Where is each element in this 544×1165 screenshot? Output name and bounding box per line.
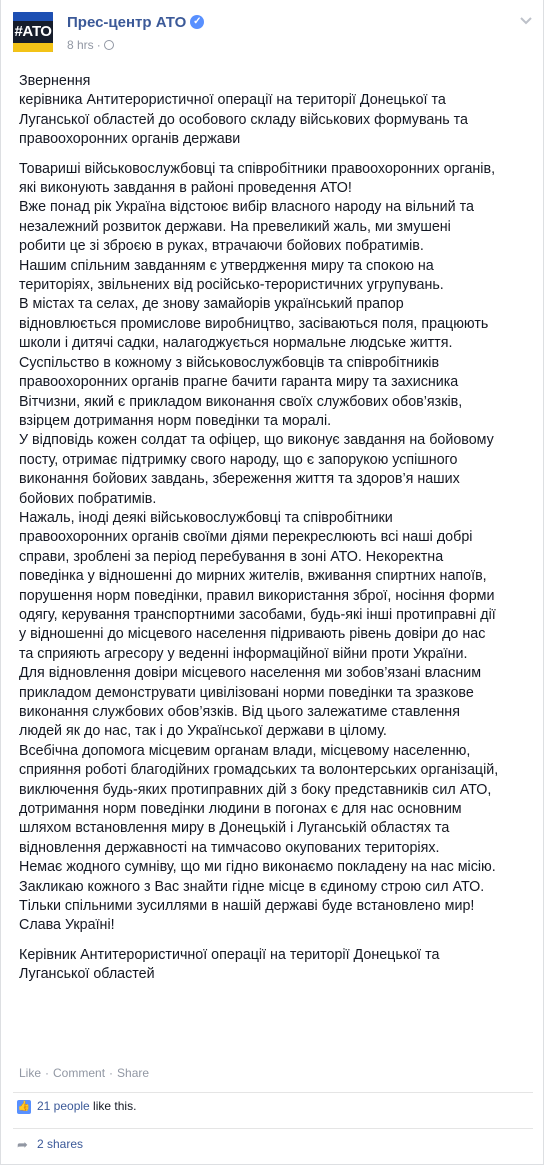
chevron-down-icon[interactable]	[519, 14, 533, 28]
post-text-line: Товариші військовослужбовці та співробітники правоохоронних органів,	[19, 160, 496, 177]
post-text-line: посту, отримає підтримку свого народу, що є запорукою успішного	[19, 451, 458, 468]
post-text-line: Вітчизни, який є прикладом виконання своїх службових обов’язків,	[19, 393, 463, 410]
post-text-line: Закликаю кожного з Вас знайти гідне місце в єдиному строю сил АТО.	[19, 878, 485, 895]
action-separator: ·	[109, 1066, 114, 1080]
post-text-line: Тільки спільними зусиллями в нашій державі буде встановлено мир!	[19, 898, 475, 915]
likes-summary	[17, 1099, 136, 1114]
post-text-line: Керівник Антитерористичної операції на території Донецької та	[19, 946, 440, 963]
post-text-line: у відношенні до місцевого населення підривають рівень довіри до нас	[19, 626, 486, 643]
share-button[interactable]: Share	[117, 1066, 150, 1080]
post-text-line: Нажаль, іноді деякі військовослужбовці та співробітники	[19, 509, 393, 526]
post-text-line: Вже понад рік Україна відстоює вибір власного народу на вільний та	[19, 199, 474, 216]
globe-privacy-icon[interactable]	[104, 40, 114, 50]
post-text-line: незалежний розвиток держави. На превеликий жаль, ми змушені	[19, 218, 451, 235]
verified-badge-icon: ✓	[190, 15, 204, 29]
post-meta	[67, 38, 114, 52]
post-timestamp[interactable]: 8 hrs	[67, 38, 94, 52]
post-text-line: поведінка у відношенні до мирних жителів, вживання спиртних напоїв,	[19, 568, 487, 585]
divider	[13, 1092, 533, 1093]
share-arrow-icon: ➦	[17, 1137, 28, 1152]
post-text-line: людей як до нас, так і до Української держави в цілому.	[19, 723, 387, 740]
post-text-line: Луганської областей	[19, 966, 155, 983]
post-text-line: взірцем дотримання норм поведінки та моралі.	[19, 412, 332, 429]
post-text-line: які виконують завдання в районі проведення АТО!	[19, 180, 352, 197]
post-text-line: Звернення	[19, 73, 91, 89]
post-text-line: Немає жодного сумніву, що ми гідно виконаємо покладену на нас місію.	[19, 859, 496, 876]
post-text-line: Слава Україні!	[19, 917, 115, 934]
post-text-line: Нашим спільним завданням є утвердження миру та спокою на	[19, 257, 434, 274]
post-body	[19, 72, 531, 995]
post-text-line: виконання службових обов’язків. Від цього залежатиме ставлення	[19, 704, 460, 720]
shares-summary[interactable]	[17, 1137, 83, 1153]
comment-button[interactable]: Comment	[53, 1066, 106, 1080]
post-text-line: Для відновлення довіри місцевого населення ми зобов’язані власним	[19, 665, 482, 682]
page-name-link[interactable]	[67, 14, 204, 31]
post-text-line: дотримання норм поведінки людини в погонах є для нас основним	[19, 801, 462, 818]
post-text-line: правоохоронних органів своїми діями перекреслюють всі наші добрі	[19, 529, 473, 546]
post-text-line: територіях, звільнених від російсько-терористичних угрупувань.	[19, 277, 444, 294]
post-text-line: виконання бойових завдань, збереження життя та здоров’я наших	[19, 471, 460, 488]
post-paragraph	[19, 946, 531, 985]
post-text-line: відновлення державності на тимчасово окупованих територіях.	[19, 839, 440, 856]
post-text-line: шляхом встановлення миру в Донецькій і Луганській областях та	[19, 820, 450, 837]
post-text-line: правоохоронних органів держави	[19, 131, 241, 148]
post-header	[1, 0, 543, 62]
thumbs-up-icon: 👍	[17, 1100, 31, 1112]
avatar-text: #АТО	[14, 23, 52, 40]
likes-suffix: like this.	[89, 1099, 137, 1113]
post-text-line: Луганської областей до особового складу військових формувань та	[19, 111, 468, 128]
post-text-line: Суспільство в кожному з військовослужбовців та співробітників	[19, 354, 440, 371]
post-text-line: робити це зі зброєю в руках, втрачаючи бойових побратимів.	[19, 238, 424, 255]
post-paragraph	[19, 160, 531, 936]
post-text-line: керівника Антитерористичної операції на території Донецької та	[19, 92, 446, 109]
avatar-blue-stripe	[13, 12, 53, 21]
post-text-line: бойових побратимів.	[19, 490, 157, 507]
like-button[interactable]: Like	[19, 1066, 42, 1080]
post-paragraph	[19, 72, 531, 150]
avatar-yellow-stripe	[13, 43, 53, 52]
post-text-line: В містах та селах, де знову замайорів український прапор	[19, 296, 404, 313]
page-avatar[interactable]	[13, 12, 53, 52]
divider	[13, 1128, 533, 1129]
post-text-line: школи і дитячі садки, налагоджується нормальне людське життя.	[19, 335, 453, 352]
post-text-line: Всебічна допомога місцевим органам влади, місцевому населенню,	[19, 742, 471, 759]
post-text-line: У відповідь кожен солдат та офіцер, що виконує завдання на бойовому	[19, 432, 494, 449]
post-text-line: правоохоронних органів прагне бачити гаранта миру та захисника	[19, 374, 459, 391]
post-text-line: прикладом демонструвати цивілізовані норми поведінки та зразкове	[19, 684, 474, 701]
post-text-line: справи, зроблені за період перебування в зоні АТО. Некоректна	[19, 548, 444, 565]
post-text-line: сприяння роботі благодійних громадських та волонтерських організацій,	[19, 762, 499, 779]
shares-count[interactable]: 2 shares	[37, 1137, 84, 1152]
post-text-line: виключення будь-яких протиправних дій з боку представників сил АТО,	[19, 781, 492, 798]
post-text-line: відновлюється промислове виробництво, засіваються поля, працюють	[19, 315, 489, 332]
action-separator: ·	[45, 1066, 50, 1080]
post-text-line: порушення норм поведінки, правил використання зброї, носіння форми	[19, 587, 495, 604]
page-name[interactable]: Прес-центр АТО	[67, 14, 187, 31]
post-text-line: та сприяють агресору у веденні інформаційної війни проти України.	[19, 645, 468, 662]
likes-count-link[interactable]: 21 people	[37, 1099, 90, 1113]
post-actions	[19, 1066, 149, 1080]
meta-separator: ·	[96, 38, 101, 52]
post-text-line: одягу, керування транспортними засобами, будь-які інші протиправні дії	[19, 606, 496, 623]
